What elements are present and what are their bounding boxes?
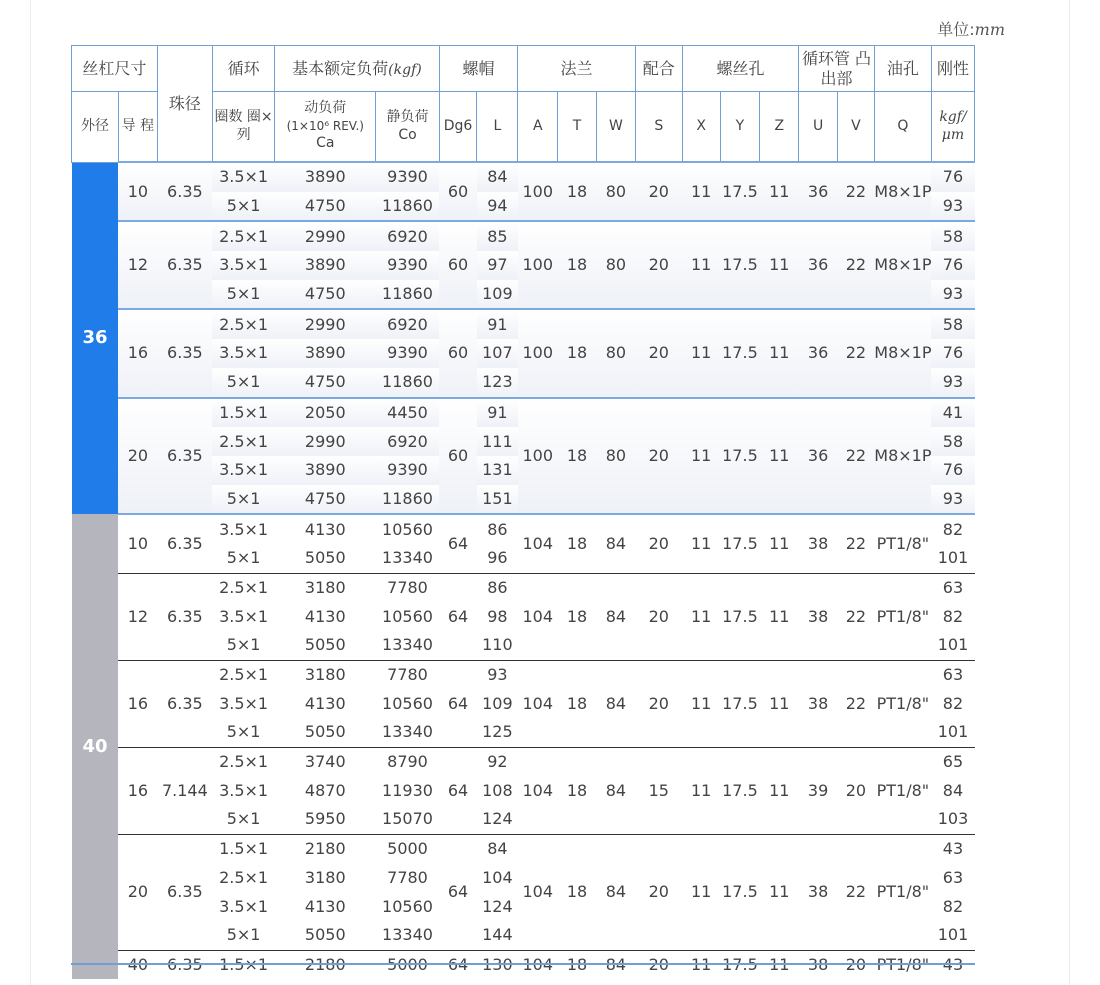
- dim-v-cell: 22: [838, 221, 875, 309]
- table-row: [72, 398, 975, 428]
- dg6-cell: 60: [439, 162, 477, 221]
- header-T: T: [558, 92, 597, 163]
- dim-q-cell: M8×1P: [874, 309, 931, 397]
- static-load-cell: 15070: [382, 809, 433, 829]
- header-circuits: 圈数 圈×列: [212, 92, 274, 163]
- static-load-cell: 11860: [376, 368, 439, 398]
- dim-y-cell: 17.5: [720, 834, 760, 950]
- dynamic-load-cell: 3180: [304, 867, 346, 887]
- length-cell: 107: [477, 339, 518, 368]
- dim-y-cell: 17.5: [720, 747, 760, 834]
- circuits-cell: 3.5×1: [212, 514, 274, 544]
- circuits-cell: 2.5×1: [212, 747, 274, 776]
- length-cell: 151: [477, 485, 518, 515]
- dim-u-cell: 36: [799, 221, 838, 309]
- dim-a-cell: 100: [518, 309, 558, 397]
- dim-x-cell: 11: [682, 398, 720, 515]
- header-lead: 导 程: [118, 92, 157, 163]
- dim-s-cell: 20: [635, 573, 682, 660]
- dim-a-cell: 104: [518, 834, 558, 950]
- dynamic-load-cell: 2990: [275, 309, 376, 339]
- lead-cell: 20: [118, 834, 157, 950]
- length-cell: 109: [482, 693, 513, 713]
- stiffness-cell: 82: [942, 693, 964, 713]
- circuits-cell: 2.5×1: [212, 427, 274, 456]
- stiffness-cell: 93: [931, 280, 974, 310]
- dim-t-cell: 18: [558, 162, 597, 221]
- circuits-cell: 1.5×1: [212, 834, 274, 863]
- dim-w-cell: 80: [596, 309, 635, 397]
- header-fit: 配合: [635, 46, 682, 92]
- dim-z-cell: 11: [760, 514, 799, 573]
- dim-a-cell: 104: [518, 660, 558, 747]
- header-static-load: 静负荷 Co: [376, 92, 439, 163]
- circuits-cell: 5×1: [226, 925, 261, 945]
- ball-dia-cell: 6.35: [157, 573, 212, 660]
- circuits-cell: 3.5×1: [212, 456, 274, 485]
- dim-u-cell: 36: [799, 398, 838, 515]
- static-load-cell: 9390: [376, 162, 439, 192]
- header-circuits-top: 循环: [212, 46, 274, 92]
- header-Z: Z: [760, 92, 799, 163]
- static-load-cell: 11860: [376, 280, 439, 310]
- stiffness-cell: 93: [931, 192, 974, 222]
- header-nut: 螺帽: [439, 46, 518, 92]
- dim-y-cell: 17.5: [720, 514, 760, 573]
- stiffness-cell: 101: [937, 635, 969, 655]
- dim-s-cell: 15: [635, 747, 682, 834]
- table-row: [72, 660, 975, 689]
- ball-dia-cell: 6.35: [157, 398, 212, 515]
- circuits-cell: 2.5×1: [212, 573, 274, 602]
- static-load-cell: 6920: [376, 427, 439, 456]
- lead-cell: 12: [118, 573, 157, 660]
- stiffness-cell: 103: [937, 809, 969, 829]
- header-U: U: [799, 92, 838, 163]
- stiffness-cell: 82: [942, 606, 964, 626]
- length-cell: 125: [482, 722, 513, 742]
- dynamic-load-cell: 3890: [275, 339, 376, 368]
- dynamic-load-cell: 5950: [304, 809, 346, 829]
- stiffness-cell: 76: [931, 339, 974, 368]
- dim-v-cell: 22: [838, 162, 875, 221]
- ball-dia-cell: 6.35: [157, 660, 212, 747]
- circuits-cell: 5×1: [212, 485, 274, 515]
- stiffness-cell: 65: [931, 747, 974, 776]
- ball-dia-cell: 6.35: [157, 309, 212, 397]
- circuits-cell: 2.5×1: [212, 221, 274, 251]
- ball-dia-cell: 6.35: [157, 221, 212, 309]
- dim-a-cell: 100: [518, 221, 558, 309]
- dim-t-cell: 18: [558, 660, 597, 747]
- static-load-cell: 8790: [376, 747, 439, 776]
- dim-y-cell: 17.5: [720, 573, 760, 660]
- dg6-cell: 60: [439, 309, 477, 397]
- static-load-cell: 6920: [376, 309, 439, 339]
- lead-cell: 16: [118, 660, 157, 747]
- table-row: [72, 514, 975, 544]
- lead-cell: 16: [118, 309, 157, 397]
- dim-z-cell: 11: [760, 660, 799, 747]
- static-load-cell: 13340: [382, 722, 433, 742]
- dim-y-cell: 17.5: [720, 398, 760, 515]
- dim-x-cell: 11: [682, 221, 720, 309]
- stiffness-cell: 93: [931, 368, 974, 398]
- dynamic-load-cell: 2990: [275, 221, 376, 251]
- dim-w-cell: 84: [596, 573, 635, 660]
- circuits-cell: 5×1: [226, 809, 261, 829]
- length-cell: 109: [477, 280, 518, 310]
- static-load-cell: 13340: [382, 925, 433, 945]
- static-load-cell: 11860: [376, 485, 439, 515]
- stiffness-cell: 84: [942, 780, 964, 800]
- dim-t-cell: 18: [558, 221, 597, 309]
- dg6-cell: 64: [439, 573, 477, 660]
- static-load-cell: 7780: [376, 573, 439, 602]
- unit-label: 单位:mm: [937, 20, 1005, 39]
- circuits-cell: 3.5×1: [219, 780, 269, 800]
- static-load-cell: 11860: [376, 192, 439, 222]
- circuits-cell: 3.5×1: [212, 251, 274, 280]
- dynamic-load-cell: 3890: [275, 251, 376, 280]
- lead-cell: 20: [118, 398, 157, 515]
- circuits-cell: 3.5×1: [212, 339, 274, 368]
- length-cell: 85: [477, 221, 518, 251]
- dg6-cell: 64: [439, 514, 477, 573]
- dynamic-load-cell: 2180: [275, 834, 376, 863]
- dim-q-cell: PT1/8": [874, 660, 931, 747]
- dim-q-cell: PT1/8": [874, 834, 931, 950]
- dynamic-load-cell: 3740: [275, 747, 376, 776]
- stiffness-cell: 101: [937, 548, 969, 568]
- dim-t-cell: 18: [558, 747, 597, 834]
- dim-x-cell: 11: [682, 573, 720, 660]
- stiffness-cell: 82: [942, 896, 964, 916]
- dim-s-cell: 20: [635, 660, 682, 747]
- dim-u-cell: 38: [799, 514, 838, 573]
- length-cell: 91: [477, 309, 518, 339]
- circuits-cell: 1.5×1: [212, 398, 274, 428]
- dim-z-cell: 11: [760, 309, 799, 397]
- length-cell: 111: [477, 427, 518, 456]
- dim-v-cell: 22: [838, 514, 875, 573]
- stiffness-cell: 58: [931, 221, 974, 251]
- dim-q-cell: PT1/8": [874, 514, 931, 573]
- dim-s-cell: 20: [635, 309, 682, 397]
- dim-y-cell: 17.5: [720, 660, 760, 747]
- dim-z-cell: 11: [760, 221, 799, 309]
- stiffness-cell: 58: [931, 309, 974, 339]
- circuits-cell: 5×1: [212, 280, 274, 310]
- static-load-cell: 13340: [382, 635, 433, 655]
- dg6-cell: 60: [439, 398, 477, 515]
- stiffness-cell: 76: [931, 456, 974, 485]
- dynamic-load-cell: 3180: [275, 573, 376, 602]
- dim-s-cell: 20: [635, 514, 682, 573]
- stiffness-cell: 43: [931, 834, 974, 863]
- length-cell: 93: [477, 660, 518, 689]
- header-screw-size: 丝杠尺寸: [72, 46, 158, 92]
- dim-w-cell: 84: [596, 747, 635, 834]
- static-load-cell: 7780: [387, 867, 428, 887]
- circuits-cell: 5×1: [226, 722, 261, 742]
- dim-v-cell: 22: [838, 398, 875, 515]
- table-row: [72, 221, 975, 251]
- dim-q-cell: M8×1P: [874, 221, 931, 309]
- circuits-cell: 5×1: [212, 368, 274, 398]
- dim-x-cell: 11: [682, 747, 720, 834]
- length-cell: 110: [482, 635, 513, 655]
- circuits-cell: 2.5×1: [212, 309, 274, 339]
- static-load-cell: 10560: [376, 514, 439, 544]
- dim-s-cell: 20: [635, 221, 682, 309]
- dim-w-cell: 80: [596, 162, 635, 221]
- dim-s-cell: 20: [635, 834, 682, 950]
- ball-dia-cell: 6.35: [157, 514, 212, 573]
- dim-x-cell: 11: [682, 660, 720, 747]
- length-cell: 84: [477, 834, 518, 863]
- static-load-cell: 10560: [382, 896, 433, 916]
- length-cell: 144: [482, 925, 513, 945]
- dim-x-cell: 11: [682, 834, 720, 950]
- static-load-cell: 9390: [376, 339, 439, 368]
- length-cell: 96: [487, 548, 508, 568]
- stiffness-cell: 101: [937, 722, 969, 742]
- header-stiffness: 刚性: [931, 46, 974, 92]
- static-load-cell: 6920: [376, 221, 439, 251]
- stiffness-cell: 93: [931, 485, 974, 515]
- dim-t-cell: 18: [558, 834, 597, 950]
- dynamic-load-cell: 2990: [275, 427, 376, 456]
- dynamic-load-cell: 4130: [304, 896, 346, 916]
- dim-y-cell: 17.5: [720, 221, 760, 309]
- header-flange: 法兰: [518, 46, 635, 92]
- ball-dia-cell: 6.35: [157, 162, 212, 221]
- table-bottom-rule: [71, 963, 975, 965]
- static-load-cell: 5000: [376, 834, 439, 863]
- dynamic-load-cell: 4130: [304, 606, 346, 626]
- header-stiffness-unit: kgf/ μm: [931, 92, 974, 163]
- stiffness-cell: 63: [931, 573, 974, 602]
- length-cell: 97: [477, 251, 518, 280]
- static-load-cell: 10560: [382, 606, 433, 626]
- ball-dia-cell: 6.35: [157, 834, 212, 950]
- circuits-cell: 5×1: [226, 635, 261, 655]
- dim-w-cell: 80: [596, 398, 635, 515]
- dim-t-cell: 18: [558, 309, 597, 397]
- ball-dia-cell: 7.144: [157, 747, 212, 834]
- header-Q: Q: [874, 92, 931, 163]
- stiffness-cell: 76: [931, 251, 974, 280]
- header-A: A: [518, 92, 558, 163]
- lead-cell: 10: [118, 162, 157, 221]
- table-row: [72, 834, 975, 863]
- length-cell: 92: [477, 747, 518, 776]
- dynamic-load-cell: 4130: [304, 693, 346, 713]
- static-load-cell: 13340: [382, 548, 433, 568]
- dim-y-cell: 17.5: [720, 162, 760, 221]
- static-load-cell: 9390: [376, 456, 439, 485]
- length-cell: 98: [487, 606, 508, 626]
- table-row: [72, 573, 975, 602]
- header-X: X: [682, 92, 720, 163]
- ball-screw-spec-table: [71, 45, 975, 979]
- dim-w-cell: 84: [596, 514, 635, 573]
- circuits-cell: 5×1: [212, 192, 274, 222]
- length-cell: 84: [477, 162, 518, 192]
- static-load-cell: 4450: [376, 398, 439, 428]
- dynamic-load-cell: 4750: [275, 192, 376, 222]
- stiffness-cell: 58: [931, 427, 974, 456]
- static-load-cell: 11930: [382, 780, 433, 800]
- dim-z-cell: 11: [760, 162, 799, 221]
- dim-z-cell: 11: [760, 398, 799, 515]
- dim-w-cell: 84: [596, 834, 635, 950]
- dim-v-cell: 22: [838, 309, 875, 397]
- dim-a-cell: 100: [518, 162, 558, 221]
- lead-cell: 12: [118, 221, 157, 309]
- circuits-cell: 3.5×1: [219, 606, 269, 626]
- dim-x-cell: 11: [682, 514, 720, 573]
- circuits-cell: 3.5×1: [219, 693, 269, 713]
- dynamic-load-cell: 5050: [304, 722, 346, 742]
- dynamic-load-cell: 4750: [275, 368, 376, 398]
- header-S: S: [635, 92, 682, 163]
- header-dg6: Dg6: [439, 92, 477, 163]
- circuits-cell: 3.5×1: [212, 162, 274, 192]
- length-cell: 94: [477, 192, 518, 222]
- header-W: W: [596, 92, 635, 163]
- header-V: V: [838, 92, 875, 163]
- dim-u-cell: 38: [799, 834, 838, 950]
- stiffness-cell: 82: [931, 514, 974, 544]
- dim-u-cell: 39: [799, 747, 838, 834]
- dim-v-cell: 22: [838, 660, 875, 747]
- header-ball-dia: 珠径: [157, 46, 212, 163]
- dg6-cell: 64: [439, 747, 477, 834]
- dynamic-load-cell: 5050: [304, 635, 346, 655]
- header-outer-dia: 外径: [72, 92, 119, 163]
- dim-q-cell: M8×1P: [874, 398, 931, 515]
- circuits-cell: 2.5×1: [212, 660, 274, 689]
- circuits-cell: 2.5×1: [219, 867, 269, 887]
- dynamic-load-cell: 4130: [275, 514, 376, 544]
- static-load-cell: 9390: [376, 251, 439, 280]
- stiffness-cell: 41: [931, 398, 974, 428]
- header-Y: Y: [720, 92, 760, 163]
- dim-t-cell: 18: [558, 573, 597, 660]
- length-cell: 131: [477, 456, 518, 485]
- header-L: L: [477, 92, 518, 163]
- dim-a-cell: 104: [518, 573, 558, 660]
- dim-q-cell: M8×1P: [874, 162, 931, 221]
- dim-u-cell: 38: [799, 660, 838, 747]
- dynamic-load-cell: 4870: [304, 780, 346, 800]
- circuits-cell: 5×1: [226, 548, 261, 568]
- dim-s-cell: 20: [635, 162, 682, 221]
- dim-w-cell: 80: [596, 221, 635, 309]
- length-cell: 123: [477, 368, 518, 398]
- dim-z-cell: 11: [760, 834, 799, 950]
- dim-t-cell: 18: [558, 514, 597, 573]
- dim-s-cell: 20: [635, 398, 682, 515]
- dim-a-cell: 104: [518, 514, 558, 573]
- dim-z-cell: 11: [760, 573, 799, 660]
- length-cell: 104: [482, 867, 513, 887]
- dg6-cell: 64: [439, 834, 477, 950]
- dim-a-cell: 100: [518, 398, 558, 515]
- table-row: [72, 162, 975, 192]
- static-load-cell: 10560: [382, 693, 433, 713]
- header-oil-hole: 油孔: [874, 46, 931, 92]
- dim-z-cell: 11: [760, 747, 799, 834]
- dim-a-cell: 104: [518, 747, 558, 834]
- header-return-tube: 循环管 凸出部: [799, 46, 875, 92]
- dim-v-cell: 22: [838, 834, 875, 950]
- header-bolt-hole: 螺丝孔: [682, 46, 798, 92]
- dynamic-load-cell: 2050: [275, 398, 376, 428]
- circuits-cell: 3.5×1: [219, 896, 269, 916]
- dim-u-cell: 36: [799, 162, 838, 221]
- outer-dia-band: 36: [72, 162, 119, 514]
- group-36: [72, 162, 975, 514]
- dim-x-cell: 11: [682, 309, 720, 397]
- length-cell: 124: [482, 809, 513, 829]
- length-cell: 91: [477, 398, 518, 428]
- length-cell: 86: [477, 573, 518, 602]
- header-load-rating: 基本额定负荷(kgf): [275, 46, 439, 92]
- table-row: [72, 747, 975, 776]
- lead-cell: 10: [118, 514, 157, 573]
- dim-x-cell: 11: [682, 162, 720, 221]
- stiffness-cell: 63: [942, 867, 964, 887]
- dynamic-load-cell: 3890: [275, 162, 376, 192]
- dynamic-load-cell: 5050: [304, 548, 346, 568]
- lead-cell: 16: [118, 747, 157, 834]
- dynamic-load-cell: 3890: [275, 456, 376, 485]
- dim-u-cell: 36: [799, 309, 838, 397]
- static-load-cell: 7780: [376, 660, 439, 689]
- table-row: [72, 309, 975, 339]
- dynamic-load-cell: 5050: [304, 925, 346, 945]
- dim-q-cell: PT1/8": [874, 747, 931, 834]
- length-cell: 124: [482, 896, 513, 916]
- dim-t-cell: 18: [558, 398, 597, 515]
- stiffness-cell: 63: [931, 660, 974, 689]
- dynamic-load-cell: 3180: [275, 660, 376, 689]
- stiffness-cell: 101: [937, 925, 969, 945]
- group-40: [72, 514, 975, 979]
- dg6-cell: 60: [439, 221, 477, 309]
- dim-v-cell: 20: [838, 747, 875, 834]
- dynamic-load-cell: 4750: [275, 280, 376, 310]
- stiffness-cell: 76: [931, 162, 974, 192]
- dim-u-cell: 38: [799, 573, 838, 660]
- dynamic-load-cell: 4750: [275, 485, 376, 515]
- outer-dia-band: 40: [72, 514, 119, 979]
- header-dynamic-load: 动负荷 (1×10⁶ REV.) Ca: [275, 92, 376, 163]
- dim-q-cell: PT1/8": [874, 573, 931, 660]
- length-cell: 86: [477, 514, 518, 544]
- length-cell: 108: [482, 780, 513, 800]
- dim-v-cell: 22: [838, 573, 875, 660]
- dg6-cell: 64: [439, 660, 477, 747]
- dim-y-cell: 17.5: [720, 309, 760, 397]
- dim-w-cell: 84: [596, 660, 635, 747]
